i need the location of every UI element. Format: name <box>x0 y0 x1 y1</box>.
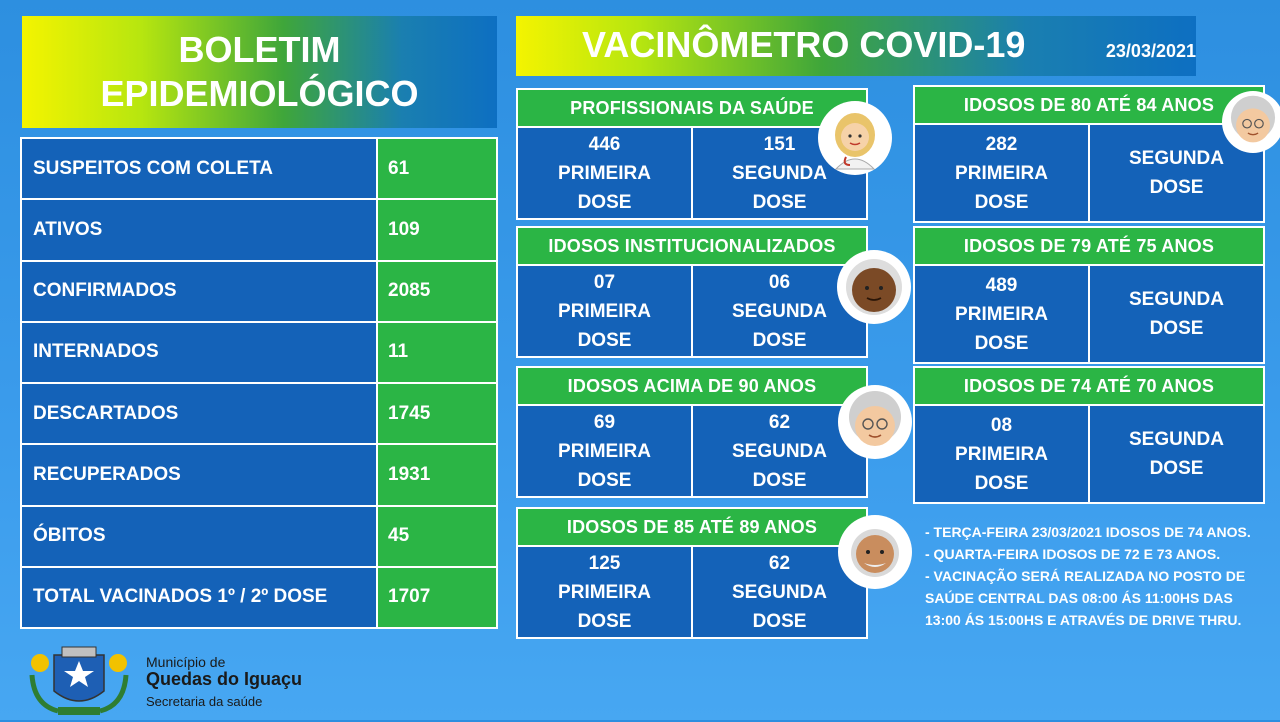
dose-label: DOSE <box>974 332 1029 354</box>
group-title: IDOSOS DE 79 ATÉ 75 ANOS <box>913 226 1265 266</box>
stat-value: 109 <box>378 200 496 259</box>
note-item: - VACINAÇÃO SERÁ REALIZADA NO POSTO DE SAÚDE CENTRAL DAS 08:00 ÁS 11:00HS DAS 13:00 ÁS 15:00HS E ATRAVÉS DE DRIVE THRU. <box>925 568 1246 628</box>
stat-value: 61 <box>378 139 496 198</box>
dose-label: DOSE <box>974 191 1029 213</box>
dose-label: SEGUNDA <box>731 581 827 603</box>
first-dose-cell <box>518 406 691 496</box>
dose-label: PRIMEIRA <box>955 443 1048 465</box>
stat-label: TOTAL VACINADOS 1º / 2º DOSE <box>22 568 378 627</box>
dose-label: PRIMEIRA <box>955 303 1048 325</box>
first-dose-cell <box>518 547 691 637</box>
dose-label: PRIMEIRA <box>558 162 651 184</box>
bulletin-title-line1: BOLETIM <box>178 29 341 70</box>
stat-value: 45 <box>378 507 496 566</box>
group-title: IDOSOS DE 80 ATÉ 84 ANOS <box>913 85 1265 125</box>
first-dose-cell <box>915 406 1088 502</box>
dose-label: SEGUNDA <box>1128 429 1224 450</box>
second-dose-count: 62 <box>768 552 791 574</box>
table-row <box>22 445 496 506</box>
stat-label: CONFIRMADOS <box>22 262 378 321</box>
group-health-professionals <box>516 88 868 220</box>
epidemiological-table <box>20 137 498 629</box>
stat-label: DESCARTADOS <box>22 384 378 443</box>
stat-value: 2085 <box>378 262 496 321</box>
dose-label: SEGUNDA <box>731 162 827 184</box>
second-dose-cell <box>1088 406 1263 502</box>
dose-label: DOSE <box>1149 458 1204 479</box>
table-row <box>22 200 496 261</box>
grandma-icon <box>838 385 912 459</box>
dose-label: SEGUNDA <box>731 300 827 322</box>
group-elderly-70-74 <box>913 366 1265 504</box>
group-title: PROFISSIONAIS DA SAÚDE <box>516 88 868 128</box>
grandma-icon <box>1222 91 1280 153</box>
group-elderly-80-84 <box>913 85 1265 223</box>
first-dose-count: 446 <box>588 133 621 155</box>
first-dose-count: 07 <box>593 271 616 293</box>
group-elderly-over-90 <box>516 366 868 498</box>
stat-value: 1931 <box>378 445 496 504</box>
first-dose-cell <box>915 125 1088 221</box>
elder-dark-icon <box>837 250 911 324</box>
stat-value: 11 <box>378 323 496 382</box>
dose-label: DOSE <box>577 329 632 351</box>
dose-label: PRIMEIRA <box>558 581 651 603</box>
group-title: IDOSOS ACIMA DE 90 ANOS <box>516 366 868 406</box>
dose-label: DOSE <box>752 191 807 213</box>
first-dose-cell <box>518 128 691 218</box>
dose-label: DOSE <box>752 329 807 351</box>
stat-label: SUSPEITOS COM COLETA <box>22 139 378 198</box>
first-dose-cell <box>518 266 691 356</box>
first-dose-count: 69 <box>593 411 616 433</box>
dose-label: DOSE <box>1149 318 1204 339</box>
municipal-crest-icon <box>24 645 134 717</box>
dose-label: DOSE <box>577 469 632 491</box>
department-name: Secretaria da saúde <box>146 694 263 709</box>
bulletin-title-line2: EPIDEMIOLÓGICO <box>100 73 419 114</box>
stat-value: 1707 <box>378 568 496 627</box>
first-dose-cell <box>915 266 1088 362</box>
report-date: 23/03/2021 <box>1105 41 1196 61</box>
vaccinometer-title: VACINÔMETRO COVID-19 <box>582 24 1026 65</box>
stat-label: ÓBITOS <box>22 507 378 566</box>
group-title: IDOSOS INSTITUCIONALIZADOS <box>516 226 868 266</box>
group-institutionalized-elderly <box>516 226 868 358</box>
municipality-prefix: Município de <box>146 654 226 670</box>
dose-label: DOSE <box>974 472 1029 494</box>
table-row <box>22 139 496 200</box>
group-elderly-75-79 <box>913 226 1265 364</box>
municipality-name <box>146 654 302 709</box>
table-row <box>22 323 496 384</box>
second-dose-count: 62 <box>768 411 791 433</box>
dose-label: SEGUNDA <box>731 440 827 462</box>
note-item: - TERÇA-FEIRA 23/03/2021 IDOSOS DE 74 ANOS. <box>925 524 1251 540</box>
stat-label: ATIVOS <box>22 200 378 259</box>
vaccination-notes <box>925 521 1265 631</box>
dose-label: DOSE <box>577 610 632 632</box>
second-dose-cell <box>1088 266 1263 362</box>
first-dose-count: 282 <box>985 133 1018 155</box>
dose-label: DOSE <box>577 191 632 213</box>
health-worker-icon <box>818 101 892 175</box>
municipality-title: Quedas do Iguaçu <box>146 669 303 689</box>
dose-label: SEGUNDA <box>1128 148 1224 169</box>
dose-label: DOSE <box>752 610 807 632</box>
dose-label: PRIMEIRA <box>955 162 1048 184</box>
group-title: IDOSOS DE 85 ATÉ 89 ANOS <box>516 507 868 547</box>
first-dose-count: 489 <box>985 274 1018 296</box>
second-dose-count: 06 <box>768 271 791 293</box>
table-row <box>22 507 496 568</box>
dose-label: PRIMEIRA <box>558 300 651 322</box>
first-dose-count: 125 <box>588 552 621 574</box>
second-dose-count: 151 <box>763 133 796 155</box>
group-title: IDOSOS DE 74 ATÉ 70 ANOS <box>913 366 1265 406</box>
table-row <box>22 262 496 323</box>
stat-label: RECUPERADOS <box>22 445 378 504</box>
dose-label: SEGUNDA <box>1128 289 1224 310</box>
vaccinometer-header <box>516 16 1196 76</box>
table-row <box>22 384 496 445</box>
group-elderly-85-89 <box>516 507 868 639</box>
dose-label: DOSE <box>1149 177 1204 198</box>
bulletin-header <box>22 16 497 128</box>
dose-label: PRIMEIRA <box>558 440 651 462</box>
table-row <box>22 568 496 627</box>
stat-label: INTERNADOS <box>22 323 378 382</box>
note-item: - QUARTA-FEIRA IDOSOS DE 72 E 73 ANOS. <box>925 546 1221 562</box>
stat-value: 1745 <box>378 384 496 443</box>
dose-label: DOSE <box>752 469 807 491</box>
first-dose-count: 08 <box>990 414 1013 436</box>
grandpa-icon <box>838 515 912 589</box>
